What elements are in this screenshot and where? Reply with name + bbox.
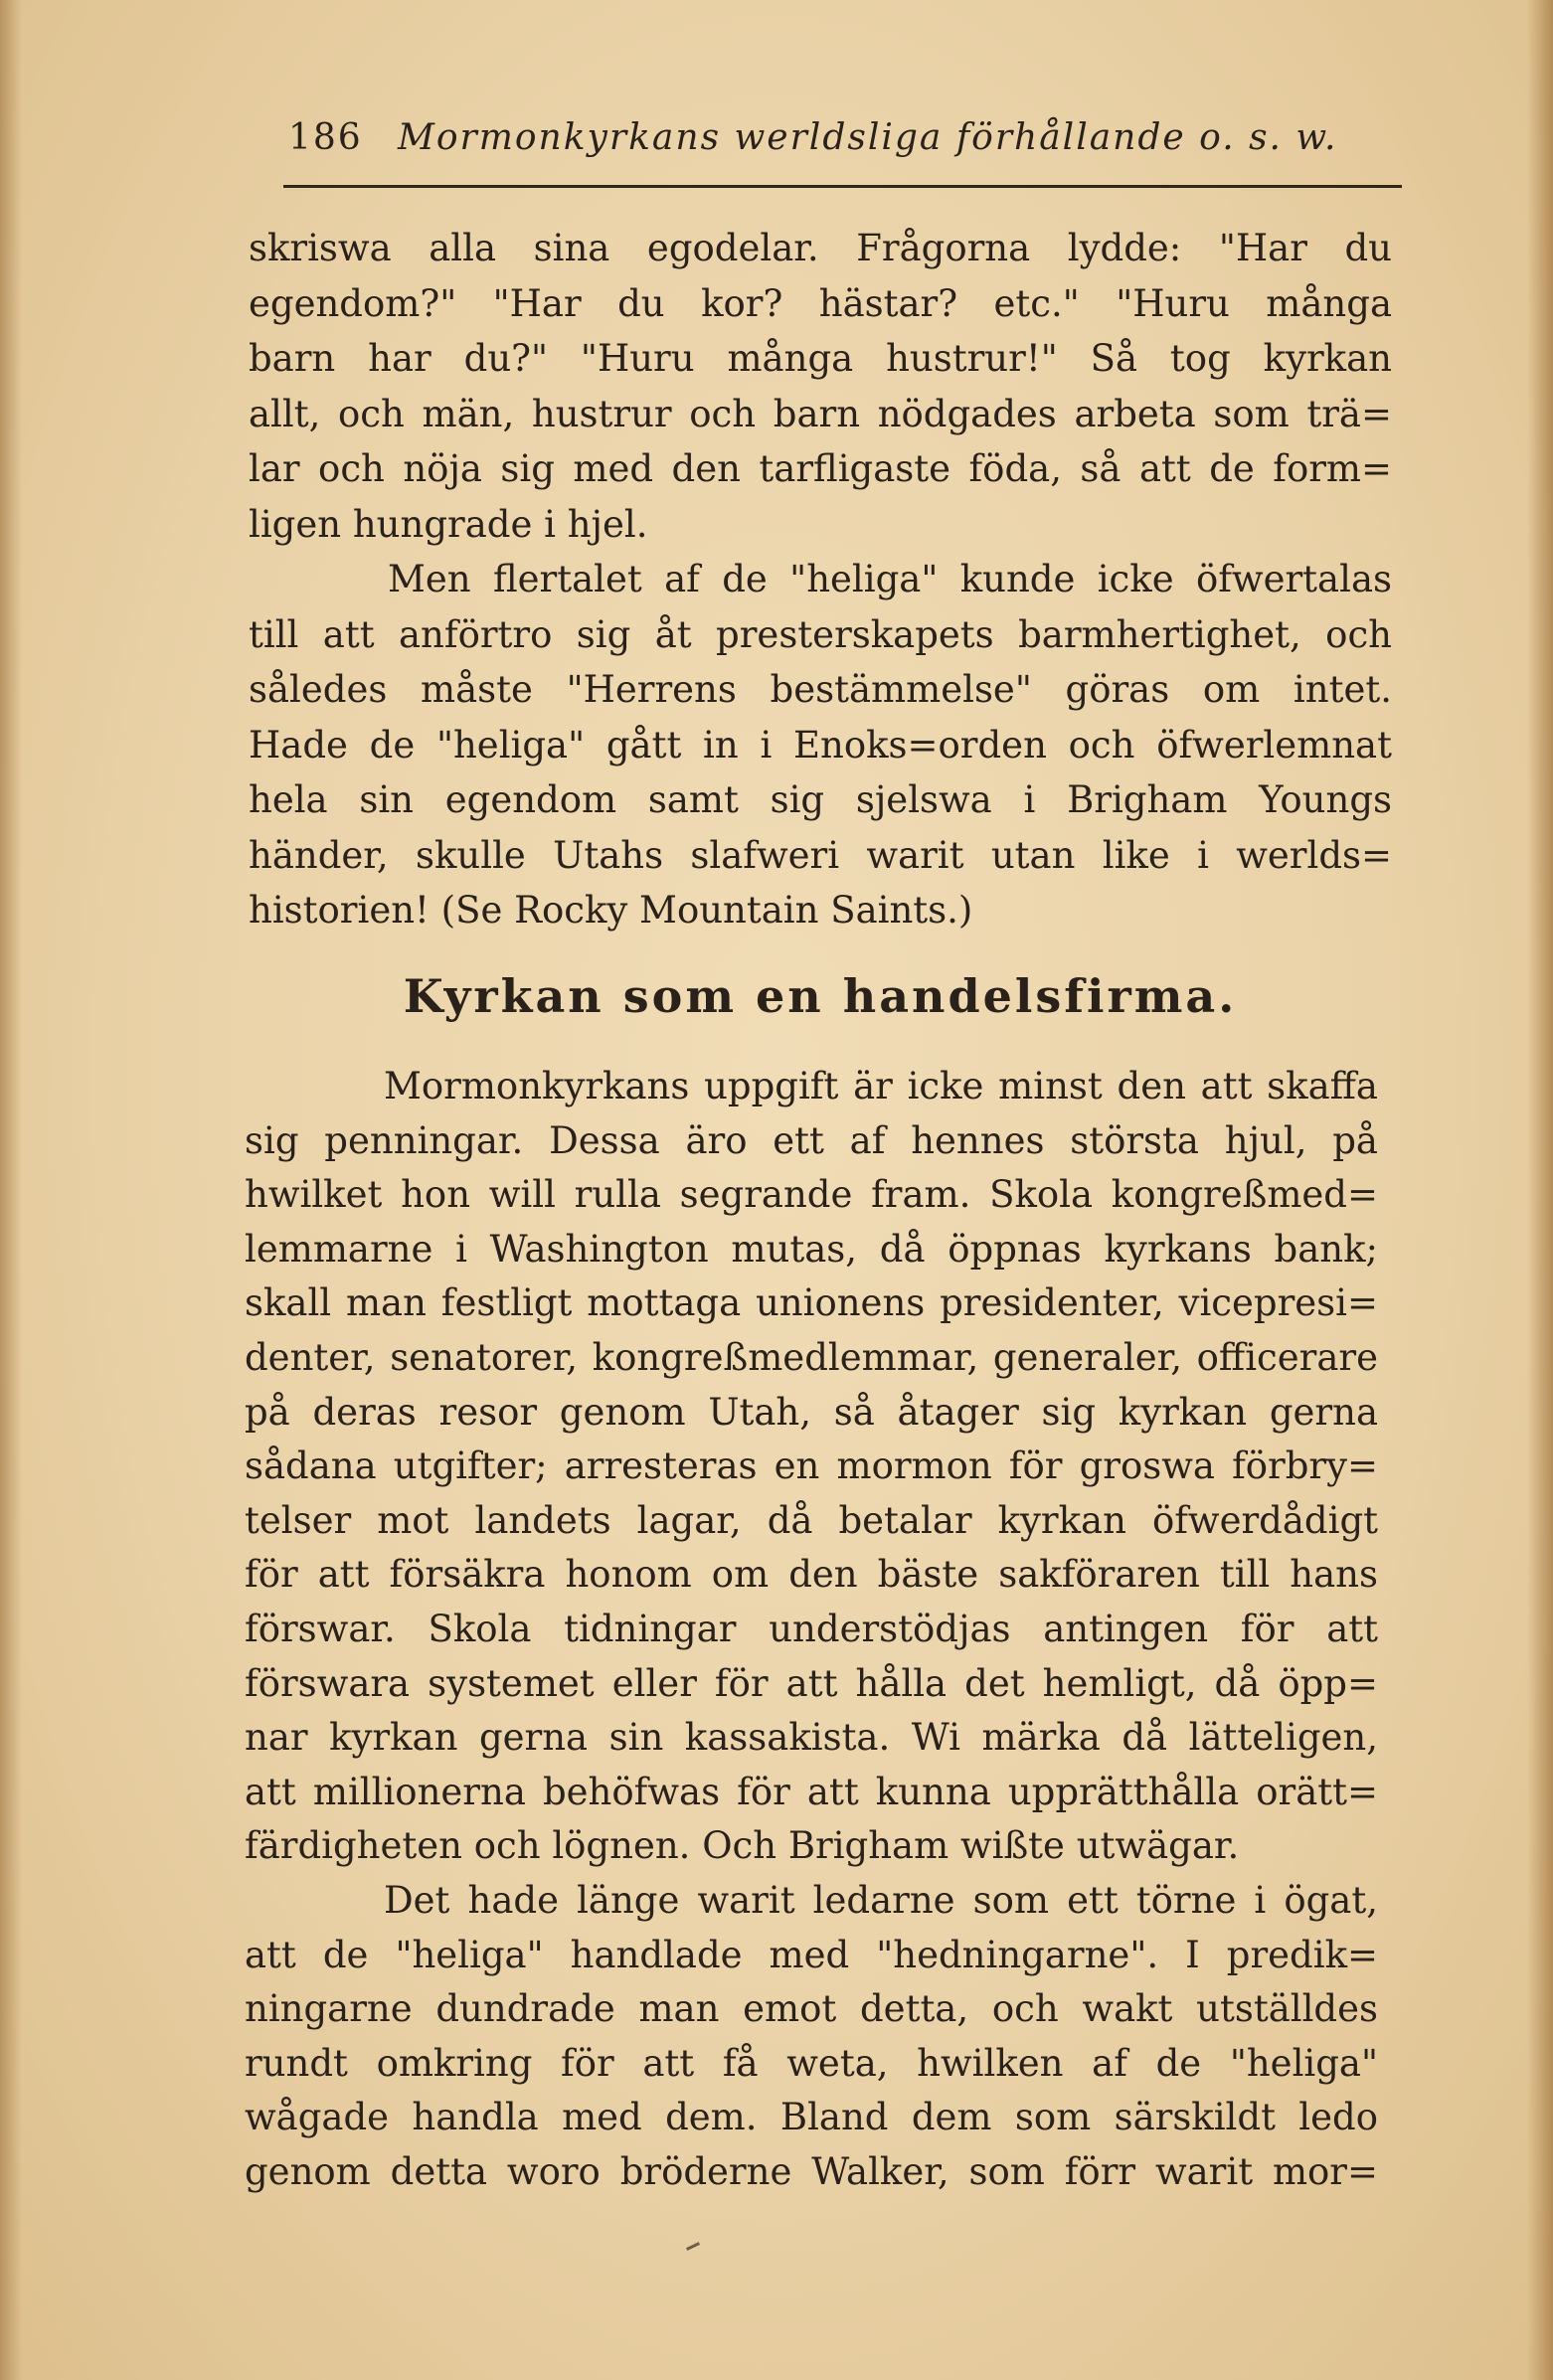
section-heading: Kyrkan som en handelsfirma. bbox=[403, 969, 1238, 1023]
text-line: således måste "Herrens bestämmelse" göras om intet. bbox=[249, 668, 1392, 711]
text-line: Mormonkyrkans uppgift är icke minst den att skaffa bbox=[384, 1065, 1378, 1107]
text-line: Det hade länge warit ledarne som ett törne i ögat, bbox=[384, 1878, 1378, 1922]
page-edge-right bbox=[1527, 0, 1553, 2380]
text-line: händer, skulle Utahs slafweri warit utan like i werlds= bbox=[249, 833, 1392, 877]
text-line: barn har du?" "Huru många hustrur!" Så tog kyrkan bbox=[249, 337, 1392, 380]
text-line: lemmarne i Washington mutas, då öppnas kyrkans bank; bbox=[245, 1227, 1378, 1271]
text-line: hwilket hon will rulla segrande fram. Skola kongreßmed= bbox=[245, 1173, 1378, 1217]
text-line: färdigheten och lögnen. Och Brigham wißte utwägar. bbox=[245, 1824, 1240, 1868]
text-line: nar kyrkan gerna sin kassakista. Wi märka då lätteligen, bbox=[245, 1716, 1378, 1760]
text-line: förswar. Skola tidningar understödjas antingen för att bbox=[245, 1607, 1378, 1650]
text-line: rundt omkring för att få weta, hwilken af de "heliga" bbox=[245, 2041, 1378, 2085]
text-line: allt, och män, hustrur och barn nödgades arbeta som trä= bbox=[249, 392, 1392, 435]
text-line: sådana utgifter; arresteras en mormon för groswa förbry= bbox=[245, 1445, 1378, 1488]
running-header bbox=[288, 117, 1412, 177]
page-edge-left bbox=[0, 0, 22, 2380]
text-line: Men flertalet af de "heliga" kunde icke öfwertalas bbox=[388, 558, 1392, 600]
paragraph-1 bbox=[249, 221, 1392, 552]
text-line: wågade handla med dem. Bland dem som särskildt ledo bbox=[245, 2096, 1378, 2139]
text-line: denter, senatorer, kongreßmedlemmar, generaler, officerare bbox=[245, 1335, 1378, 1379]
upper-text-block bbox=[249, 221, 1392, 938]
paragraph-4 bbox=[245, 1874, 1378, 2200]
text-line: telser mot landets lagar, då betalar kyrkan öfwerdådigt bbox=[245, 1498, 1378, 1542]
lower-text-block bbox=[245, 1060, 1378, 2199]
header-rule bbox=[283, 185, 1402, 188]
text-line: förswara systemet eller för att hålla det hemligt, då öpp= bbox=[245, 1661, 1378, 1705]
text-line: genom detta woro bröderne Walker, som förr warit mor= bbox=[245, 2149, 1378, 2193]
text-line: Hade de "heliga" gått in i Enoks=orden och öfwerlemnat bbox=[249, 723, 1392, 766]
text-line: till att anförtro sig åt presterskapets barmhertighet, och bbox=[249, 612, 1392, 656]
text-line: egendom?" "Har du kor? hästar? etc." "Huru många bbox=[249, 281, 1392, 325]
paragraph-3 bbox=[245, 1060, 1378, 1874]
running-title: Mormonkyrkans werldsliga förhållande o. s. w. bbox=[398, 117, 1338, 158]
text-line: ligen hungrade i hjel. bbox=[249, 502, 648, 546]
text-line: att de "heliga" handlade med "hedningarne". I predik= bbox=[245, 1933, 1378, 1976]
text-line: historien! (Se Rocky Mountain Saints.) bbox=[249, 889, 973, 932]
page-number: 186 bbox=[288, 117, 363, 158]
text-line: för att försäkra honom om den bäste sakföraren till hans bbox=[245, 1553, 1378, 1597]
text-line: att millionerna behöfwas för att kunna upprätthålla orätt= bbox=[245, 1770, 1378, 1813]
text-line: på deras resor genom Utah, så åtager sig kyrkan gerna bbox=[245, 1390, 1378, 1434]
text-line: ningarne dundrade man emot detta, och wakt utställdes bbox=[245, 1987, 1378, 2031]
ink-mark bbox=[686, 2242, 700, 2251]
text-line: sig penningar. Dessa äro ett af hennes största hjul, på bbox=[245, 1118, 1378, 1162]
text-line: skriswa alla sina egodelar. Frågorna lydde: "Har du bbox=[249, 227, 1392, 269]
text-line: hela sin egendom samt sig sjelswa i Brigham Youngs bbox=[249, 778, 1392, 821]
paragraph-2 bbox=[249, 552, 1392, 938]
text-line: lar och nöja sig med den tarfligaste föda, så att de form= bbox=[249, 447, 1392, 490]
text-line: skall man festligt mottaga unionens presidenter, vicepresi= bbox=[245, 1281, 1378, 1325]
